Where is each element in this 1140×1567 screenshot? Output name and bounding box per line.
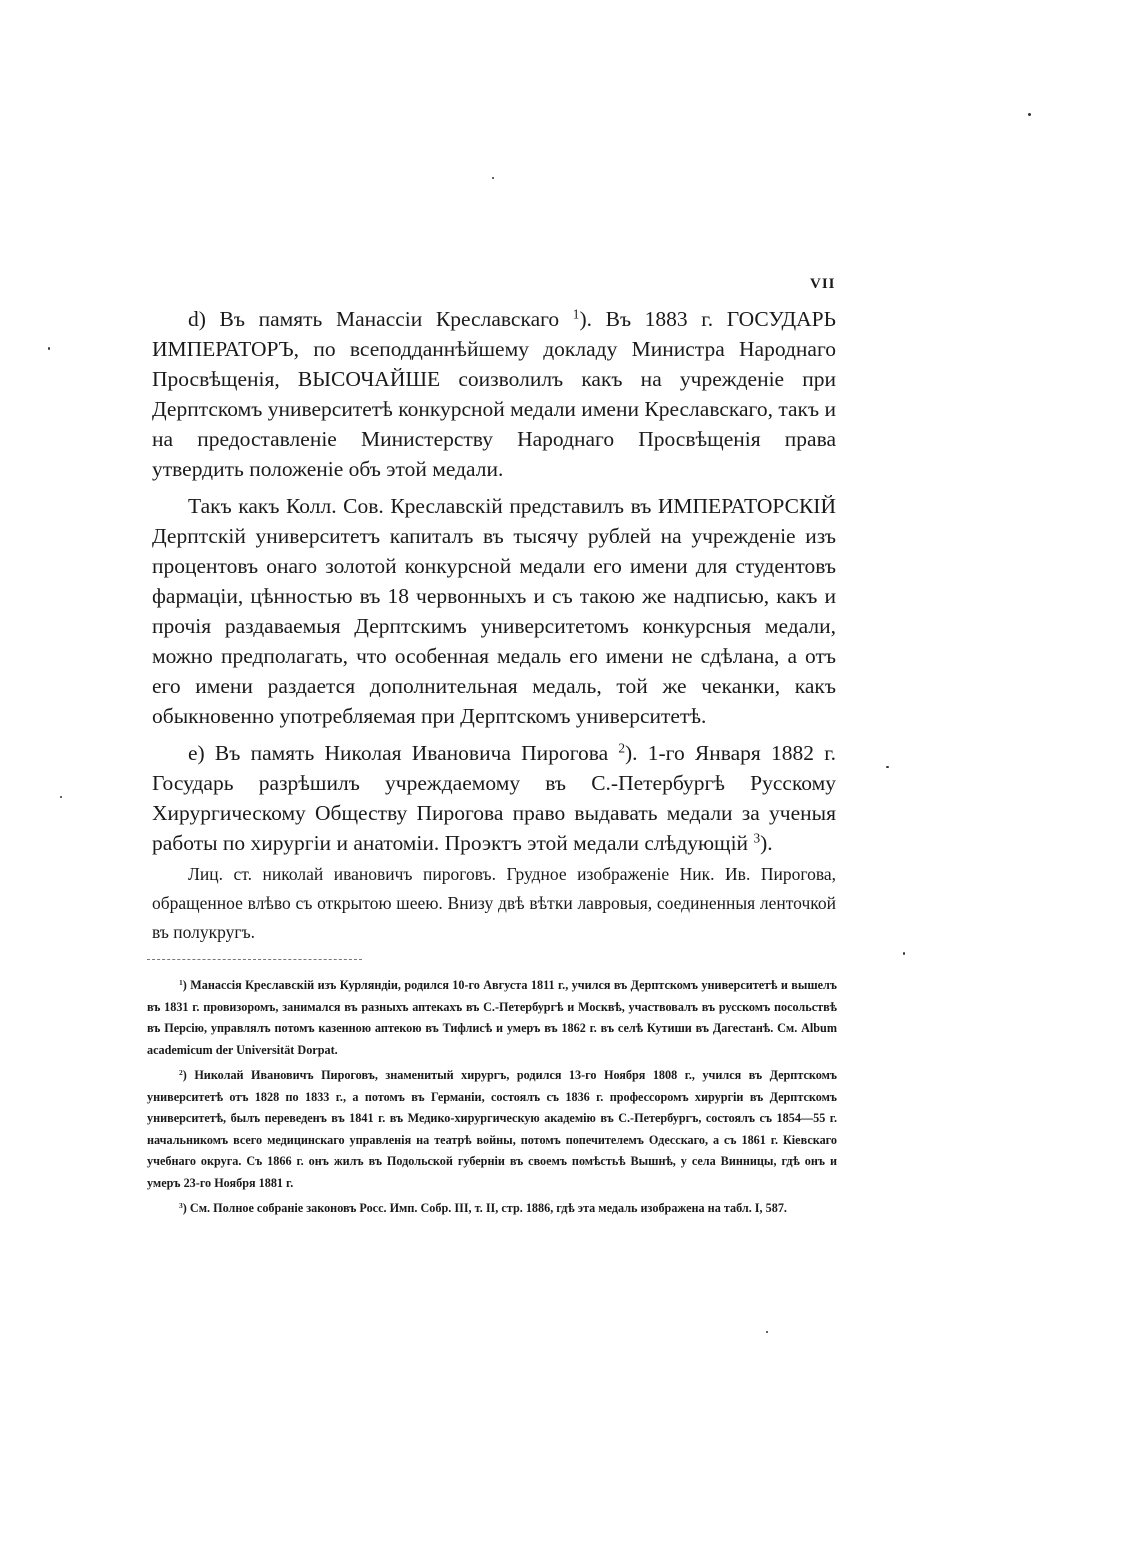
- paragraph-text: ).: [760, 831, 773, 855]
- footnotes: [147, 975, 837, 1224]
- footnote-mark: 1: [179, 977, 183, 987]
- paragraph-text: e) Въ память Николая Ивановича Пирогова: [188, 741, 619, 765]
- footnote-text: ) Николай Ивановичъ Пироговъ, знаменитый хирургъ, родился 13-го Ноября 1808 г., учился въ Дерптскомъ университетѣ отъ 1828 по 1833 г., а потомъ въ Германіи, состоялъ съ 1836 г. профессоромъ хирургіи въ Дерптскомъ университетѣ, былъ переведенъ въ 1841 г. въ Медико-хирургическую академію въ С.-Петербургъ, состоялъ съ 1854—55 г. начальникомъ всего медицинскаго управленія на театрѣ войны, потомъ попечителемъ Одесскаго, а съ 1861 г. Кіевскаго учебнаго округа. Съ 1866 г. онъ жилъ въ Подольской губерніи въ своемъ помѣстьѣ Вышнѣ, у села Винницы, гдѣ онъ и умеръ 23-го Ноября 1881 г.: [147, 1068, 837, 1190]
- scan-speck: [766, 1331, 768, 1333]
- paragraph-text: ). Въ 1883 г. ГОСУДАРЬ ИМПЕРАТОРЪ, по всеподданнѣйшему докладу Министра Народнаго Просвѣщенія, ВЫСОЧАЙШЕ соизволилъ какъ на учрежденіе при Дерптскомъ университетѣ конкурсной медали имени Креславскаго, такъ и на предоставленіе Министерству Народнаго Просвѣщенія права утвердить положеніе объ этой медали.: [152, 307, 836, 481]
- footnote-divider: [147, 959, 362, 960]
- footnote-ref[interactable]: 3: [753, 830, 761, 846]
- footnote-text: ) Манассія Креславскій изъ Курляндіи, родился 10-го Августа 1811 г., учился въ Дерптскомъ университетѣ и вышелъ въ 1831 г. провизоромъ, занимался въ разныхъ аптекахъ въ С.-Петербургѣ и Москвѣ, участвовалъ въ русскомъ посольствѣ въ Персію, управлялъ потомъ казенною аптекою въ Тифлисѣ и умеръ въ 1862 г. въ селѣ Кутиши въ Дагестанѣ. См. Album academicum der Universität Dorpat.: [147, 978, 837, 1057]
- footnote-mark: 3: [179, 1200, 183, 1210]
- scan-speck: [492, 177, 494, 179]
- footnote-3: [147, 1198, 837, 1220]
- scan-speck: [886, 766, 889, 768]
- scan-speck: [60, 796, 62, 798]
- footnote-ref[interactable]: 1: [572, 306, 580, 322]
- medal-description: [152, 860, 836, 947]
- paragraph-text: d) Въ память Манассіи Креславскаго: [188, 307, 573, 331]
- footnote-text: ) См. Полное собраніе законовъ Росс. Имп. Собр. III, т. II, стр. 1886, гдѣ эта медаль изображена на табл. I, 587.: [182, 1201, 787, 1215]
- footnote-1: [147, 975, 837, 1061]
- scan-speck: [1028, 113, 1031, 116]
- medal-description-text: Лиц. ст. николай ивановичъ пироговъ. Грудное изображеніе Ник. Ив. Пирогова, обращенное влѣво съ открытою шеею. Внизу двѣ вѣтки лавровыя, соединенныя ленточкой въ полукругъ.: [152, 864, 836, 942]
- footnote-mark: 2: [179, 1067, 183, 1077]
- main-text: [152, 304, 836, 865]
- paragraph-kreslavsky: [152, 304, 836, 484]
- footnote-ref[interactable]: 2: [618, 740, 626, 756]
- paragraph-text: ). 1-го Января 1882 г. Государь разрѣшилъ учреждаемому въ С.-Петербургѣ Русскому Хирургическому Обществу Пирогова право выдавать медали за ученыя работы по хирургіи и анатоміи. Проэктъ этой медали слѣдующій: [152, 741, 836, 855]
- scan-speck: [903, 952, 905, 955]
- page-number: VII: [810, 276, 836, 292]
- paragraph-pirogov: [152, 738, 836, 858]
- footnote-2: [147, 1065, 837, 1194]
- scan-speck: [48, 347, 50, 350]
- paragraph-capital: Такъ какъ Колл. Сов. Креславскій представилъ въ ИМПЕРАТОРСКІЙ Дерптскій университетъ капиталъ въ тысячу рублей на учрежденіе изъ процентовъ онаго золотой конкурсной медали его имени для студентовъ фармаціи, цѣнностью въ 18 червонныхъ и съ такою же надписью, какъ и прочія раздаваемыя Дерптскимъ университетомъ конкурсныя медали, можно предполагать, что особенная медаль его имени не сдѣлана, а отъ его имени раздается дополнительная медаль, той же чеканки, какъ обыкновенно употребляемая при Дерптскомъ университетѣ.: [152, 494, 836, 728]
